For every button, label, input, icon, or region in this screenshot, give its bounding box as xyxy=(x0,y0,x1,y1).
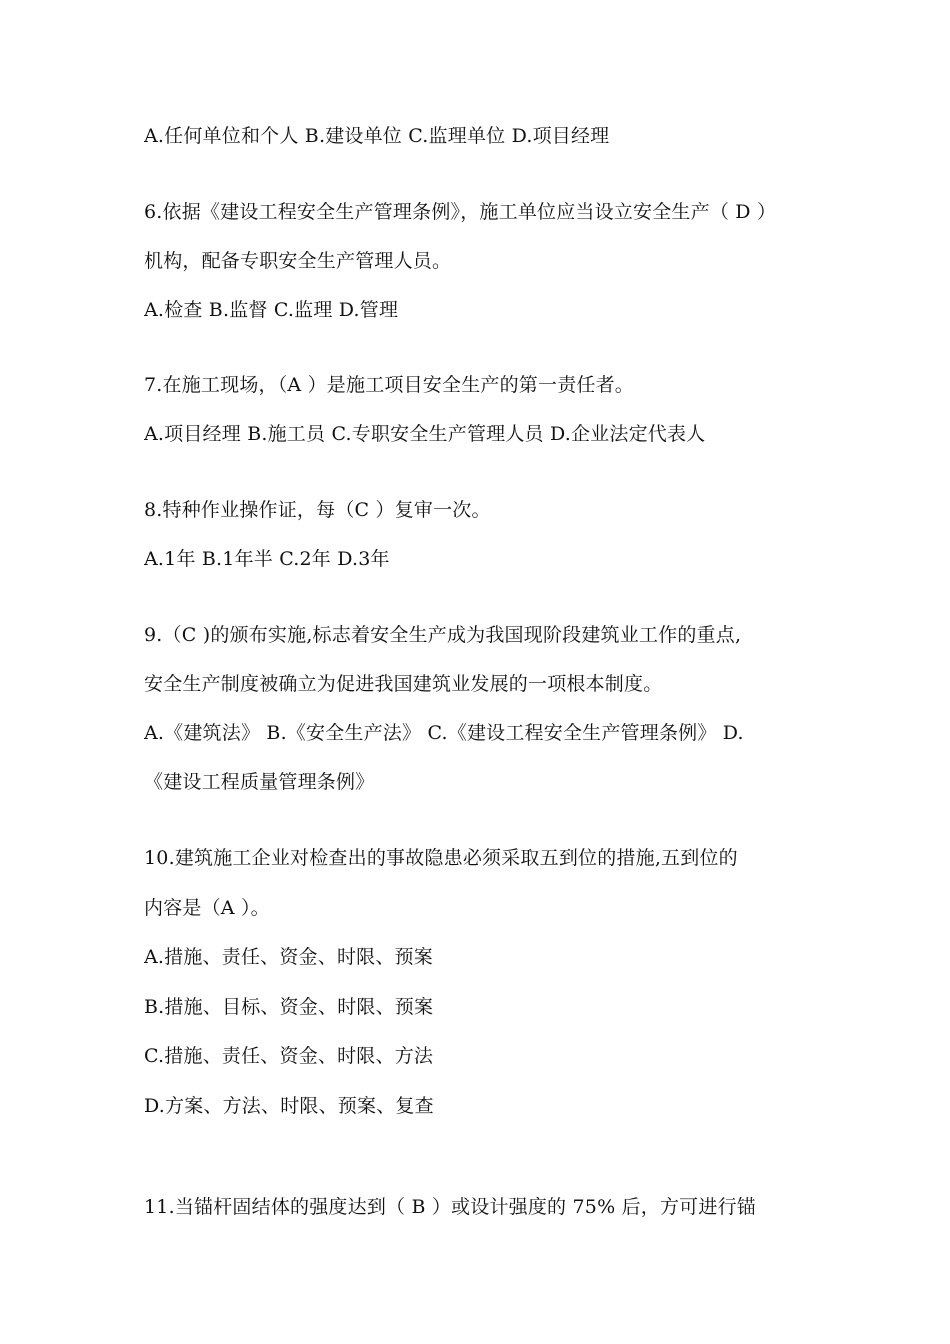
q9-options-line-1: A.《建筑法》 B.《安全生产法》 C.《建设工程安全生产管理条例》 D. xyxy=(144,722,744,744)
q7-text: 7.在施工现场，（A ）是施工项目安全生产的第一责任者。 xyxy=(144,374,634,396)
q9-options-line-2: 《建设工程质量管理条例》 xyxy=(144,771,375,793)
q6-options: A.检查 B.监督 C.监理 D.管理 xyxy=(144,299,399,321)
q10-text-line-1: 10.建筑施工企业对检查出的事故隐患必须采取五到位的措施,五到位的 xyxy=(144,847,738,869)
q10-text-line-2: 内容是（A ）。 xyxy=(144,897,270,919)
q9-text-line-1: 9.（C )的颁布实施,标志着安全生产成为我国现阶段建筑业工作的重点, xyxy=(144,624,742,646)
q7-options: A.项目经理 B.施工员 C.专职安全生产管理人员 D.企业法定代表人 xyxy=(144,423,706,445)
q8-options: A.1年 B.1年半 C.2年 D.3年 xyxy=(144,548,390,570)
q10-option-c: C.措施、责任、资金、时限、方法 xyxy=(144,1045,434,1067)
q10-option-d: D.方案、方法、时限、预案、复查 xyxy=(144,1095,434,1117)
q9-text-line-2: 安全生产制度被确立为促进我国建筑业发展的一项根本制度。 xyxy=(144,673,663,695)
q11-text-line-1: 11.当锚杆固结体的强度达到（ B ）或设计强度的 75% 后，方可进行锚 xyxy=(144,1196,756,1218)
q6-text-line-2: 机构，配备专职安全生产管理人员。 xyxy=(144,250,452,272)
q5-options: A.任何单位和个人 B.建设单位 C.监理单位 D.项目经理 xyxy=(144,125,610,147)
q8-text: 8.特种作业操作证，每（C ）复审一次。 xyxy=(144,499,491,521)
q10-option-a: A.措施、责任、资金、时限、预案 xyxy=(144,946,433,968)
q6-text-line-1: 6.依据《建设工程安全生产管理条例》，施工单位应当设立安全生产（ D ） xyxy=(144,201,777,223)
q10-option-b: B.措施、目标、资金、时限、预案 xyxy=(144,996,434,1018)
